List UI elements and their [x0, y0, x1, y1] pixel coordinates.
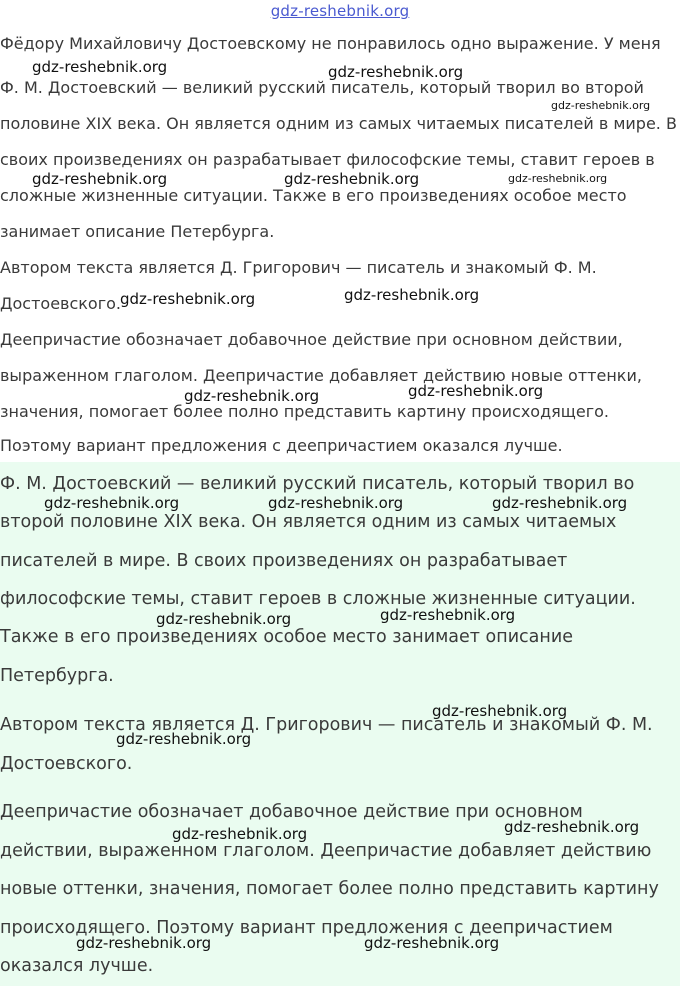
- text-line: происходящего. Поэтому вариант предложения с деепричастием: [0, 918, 613, 938]
- text-line: Фёдору Михайловичу Достоевскому не понравилось одно выражение. У меня: [0, 34, 661, 53]
- text-line: второй половине XIX века. Он является одним из самых читаемых: [0, 512, 617, 532]
- watermark: gdz-reshebnik.org: [116, 730, 252, 748]
- text-line: своих произведениях он разрабатывает философские темы, ставит героев в: [0, 150, 655, 169]
- text-line: значения, помогает более полно представить картину происходящего.: [0, 402, 609, 421]
- text-line: выраженном глаголом. Деепричастие добавляет действию новые оттенки,: [0, 366, 642, 385]
- header-watermark-link[interactable]: gdz-reshebnik.org: [270, 2, 410, 20]
- text-line: Автором текста является Д. Григорович — писатель и знакомый Ф. М.: [0, 258, 597, 277]
- text-line: Ф. М. Достоевский — великий русский писатель, который творил во: [0, 474, 635, 494]
- watermark: gdz-reshebnik.org: [328, 63, 464, 81]
- watermark: gdz-reshebnik.org: [432, 702, 568, 720]
- text-line: Поэтому вариант предложения с деепричастием оказался лучше.: [0, 436, 563, 455]
- text-line: Автором текста является Д. Григорович — писатель и знакомый Ф. М.: [0, 715, 653, 735]
- text-line: новые оттенки, значения, помогает более полно представить картину: [0, 879, 659, 899]
- answer-text-highlighted: [0, 462, 680, 986]
- watermark: gdz-reshebnik.org: [184, 387, 320, 405]
- watermark: gdz-reshebnik.org: [32, 58, 168, 76]
- text-line: сложные жизненные ситуации. Также в его произведениях особое место: [0, 186, 627, 205]
- watermark: gdz-reshebnik.org: [408, 382, 544, 400]
- text-line: действии, выраженном глаголом. Деепричастие добавляет действию: [0, 841, 652, 861]
- watermark: gdz-reshebnik.org: [284, 170, 420, 188]
- watermark: gdz-reshebnik.org: [364, 934, 500, 952]
- watermark: gdz-reshebnik.org: [120, 290, 256, 308]
- watermark: gdz-reshebnik.org: [44, 494, 180, 512]
- watermark: gdz-reshebnik.org: [551, 99, 651, 112]
- watermark: gdz-reshebnik.org: [268, 494, 404, 512]
- text-line: занимает описание Петербурга.: [0, 222, 275, 241]
- text-line: половине XIX века. Он является одним из самых читаемых писателей в мире. В: [0, 114, 677, 133]
- watermark: gdz-reshebnik.org: [344, 286, 480, 304]
- watermark: gdz-reshebnik.org: [504, 818, 640, 836]
- text-line: Ф. М. Достоевский — великий русский писатель, который творил во второй: [0, 78, 644, 97]
- text-line: Деепричастие обозначает добавочное действие при основном действии,: [0, 330, 623, 349]
- watermark: gdz-reshebnik.org: [156, 610, 292, 628]
- watermark: gdz-reshebnik.org: [492, 494, 628, 512]
- text-line: оказался лучше.: [0, 956, 154, 976]
- text-line: Достоевского.: [0, 294, 121, 313]
- watermark: gdz-reshebnik.org: [76, 934, 212, 952]
- text-line: философские темы, ставит героев в сложные жизненные ситуации.: [0, 589, 636, 609]
- text-line: Также в его произведениях особое место занимает описание: [0, 627, 573, 647]
- text-line: писателей в мире. В своих произведениях он разрабатывает: [0, 551, 568, 571]
- text-line: Петербурга.: [0, 666, 114, 686]
- watermark: gdz-reshebnik.org: [508, 172, 608, 185]
- watermark: gdz-reshebnik.org: [380, 606, 516, 624]
- text-line: Деепричастие обозначает добавочное действие при основном: [0, 802, 583, 822]
- watermark: gdz-reshebnik.org: [172, 825, 308, 843]
- watermark: gdz-reshebnik.org: [32, 170, 168, 188]
- text-line: Достоевского.: [0, 754, 133, 774]
